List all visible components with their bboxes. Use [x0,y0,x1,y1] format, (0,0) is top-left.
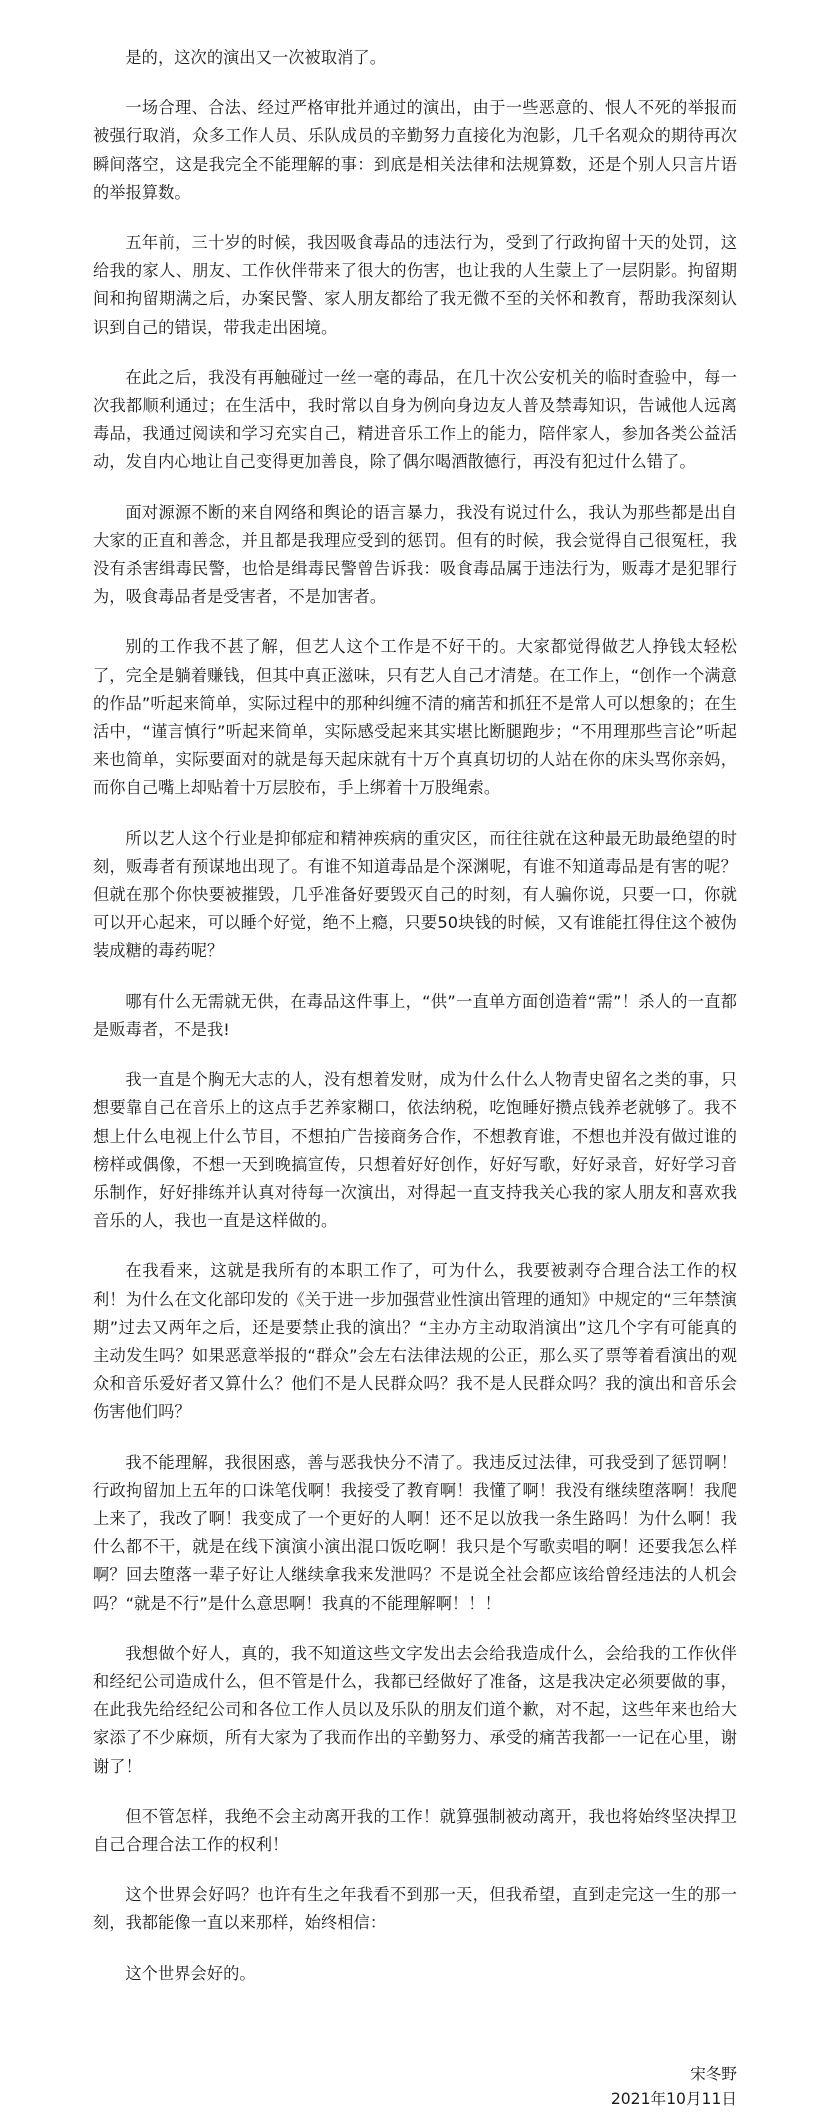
paragraph: 我想做个好人，真的，我不知道这些文字发出去会给我造成什么，会给我的工作伙伴和经纪公司造成什么，但不管是什么，我都已经做好了准备，这是我决定必须要做的事，在此我先给经纪公司和各位工作人员以及乐队的朋友们道个歉，对不起，这些年来也给大家添了不少麻烦，所有大家为了我而作出的辛勤努力、承受的痛苦我都一一记在心里，谢谢了！ [93,1643,737,1776]
paragraph: 一场合理、合法、经过严格审批并通过的演出，由于一些恶意的、恨人不死的举报而被强行取消，众多工作人员、乐队成员的辛勤努力直接化为泡影，几千名观众的期待再次瞬间落空，这是我完全不能理解的事：到底是相关法律和法规算数，还是个别人只言片语的举报算数。 [93,98,737,202]
signature-block [93,2062,739,2112]
paragraph: 我不能理解，我很困惑，善与恶我快分不清了。我违反过法律，可我受到了惩罚啊！行政拘留加上五年的口诛笔伐啊！我接受了教育啊！我懂了啊！我没有继续堕落啊！我爬上来了，我改了啊！我变成了一个更好的人啊！还不足以放我一条生路吗！为什么啊！我什么都不干，就是在线下演演小演出混口饭吃啊！我只是个写歌卖唱的啊！还要我怎么样啊？回去堕落一辈子好让人继续拿我来发泄吗？不是说全社会都应该给曾经违法的人机会吗？“就是不行”是什么意思啊！我真的不能理解啊！！！ [93,1452,737,1613]
paragraph: 但不管怎样，我绝不会主动离开我的工作！就算强制被动离开，我也将始终坚决捍卫自己合理合法工作的权利！ [93,1806,737,1854]
paragraph: 在此之后，我没有再触碰过一丝一毫的毒品，在几十次公安机关的临时查验中，每一次我都顺利通过；在生活中，我时常以自身为例向身边友人普及禁毒知识，告诫他人远离毒品，我通过阅读和学习充实自己，精进音乐工作上的能力，陪伴家人，参加各类公益活动，发自内心地让自己变得更加善良，除了偶尔喝酒散德行，再没有犯过什么错了。 [93,367,737,472]
paragraph: 是的，这次的演出又一次被取消了。 [125,48,386,67]
paragraph: 这个世界会好的。 [125,1963,256,1983]
paragraph: 这个世界会好吗？也许有生之年我看不到那一天，但我希望，直到走完这一生的那一刻，我都能像一直以来那样，始终相信： [93,1885,737,1933]
paragraph: 所以艺人这个行业是抑郁症和精神疾病的重灾区，而往往就在这种最无助最绝望的时刻，贩毒者有预谋地出现了。有谁不知道毒品是个深渊呢，有谁不知道毒品是有害的呢？但就在那个你快要被摧毁，几乎准备好要毁灭自己的时刻，有人骗你说，只要一口，你就可以开心起来，可以睡个好觉，绝不上瘾，只要50块钱的时候，又有谁能扛得住这个被伪装成糖的毒药呢？ [93,828,737,961]
signature-date: 2021年10月11日 [610,2089,737,2108]
paragraph: 我一直是个胸无大志的人，没有想着发财，成为什么什么人物青史留名之类的事，只想要靠自己在音乐上的这点手艺养家糊口，依法纳税，吃饱睡好攒点钱养老就够了。我不想上什么电视上什么节目，不想拍广告接商务合作，不想教育谁，不想也并没有做过谁的榜样或偶像，不想一天到晚搞宣传，只想着好好创作，好好写歌，好好录音，好好学习音乐制作，好好排练并认真对待每一次演出，对得起一直支持我关心我的家人朋友和喜欢我音乐的人，我也一直是这样做的。 [93,1070,737,1231]
paragraph: 哪有什么无需就无供，在毒品这件事上，“供”一直单方面创造着“需”！杀人的一直都是贩毒者，不是我! [93,991,737,1039]
signature-author-name: 宋冬野 [690,2064,737,2083]
document-body [93,44,737,1988]
paragraph: 在我看来，这就是我所有的本职工作了，可为什么，我要被剥夺合理合法工作的权利！为什么在文化部印发的《关于进一步加强营业性演出管理的通知》中规定的“三年禁演期”过去又两年之后，还是要禁止我的演出？“主办方主动取消演出”这几个字有可能真的主动发生吗？如果恶意举报的“群众”会左右法律法规的公正，那么买了票等着看演出的观众和音乐爱好者又算什么？他们不是人民群众吗？我不是人民群众吗？我的演出和音乐会伤害他们吗？ [93,1261,737,1422]
paragraph: 别的工作我不甚了解，但艺人这个工作是不好干的。大家都觉得做艺人挣钱太轻松了，完全是躺着赚钱，但其中真正滋味，只有艺人自己才清楚。在工作上，“创作一个满意的作品”听起来简单，实际过程中的那种纠缠不清的痛苦和抓狂不是常人可以想象的；在生活中，“谨言慎行”听起来简单，实际感受起来其实堪比断腿跑步；“不用理那些言论”听起来也简单，实际要面对的就是每天起床就有十万个真真切切的人站在你的床头骂你亲妈，而你自己嘴上却贴着十万层胶布，手上绑着十万股绳索。 [93,637,737,798]
paragraph: 面对源源不断的来自网络和舆论的语言暴力，我没有说过什么，我认为那些都是出自大家的正直和善念，并且都是我理应受到的惩罚。但有的时候，我会觉得自己很冤枉，我没有杀害缉毒民警，也恰是缉毒民警曾告诉我：吸食毒品属于违法行为，贩毒才是犯罪行为，吸食毒品者是受害者，不是加害者。 [93,502,737,607]
paragraph: 五年前，三十岁的时候，我因吸食毒品的违法行为，受到了行政拘留十天的处罚，这给我的家人、朋友、工作伙伴带来了很大的伤害，也让我的人生蒙上了一层阴影。拘留期间和拘留期满之后，办案民警、家人朋友都给了我无微不至的关怀和教育，帮助我深刻认识到自己的错误，带我走出困境。 [93,233,737,337]
